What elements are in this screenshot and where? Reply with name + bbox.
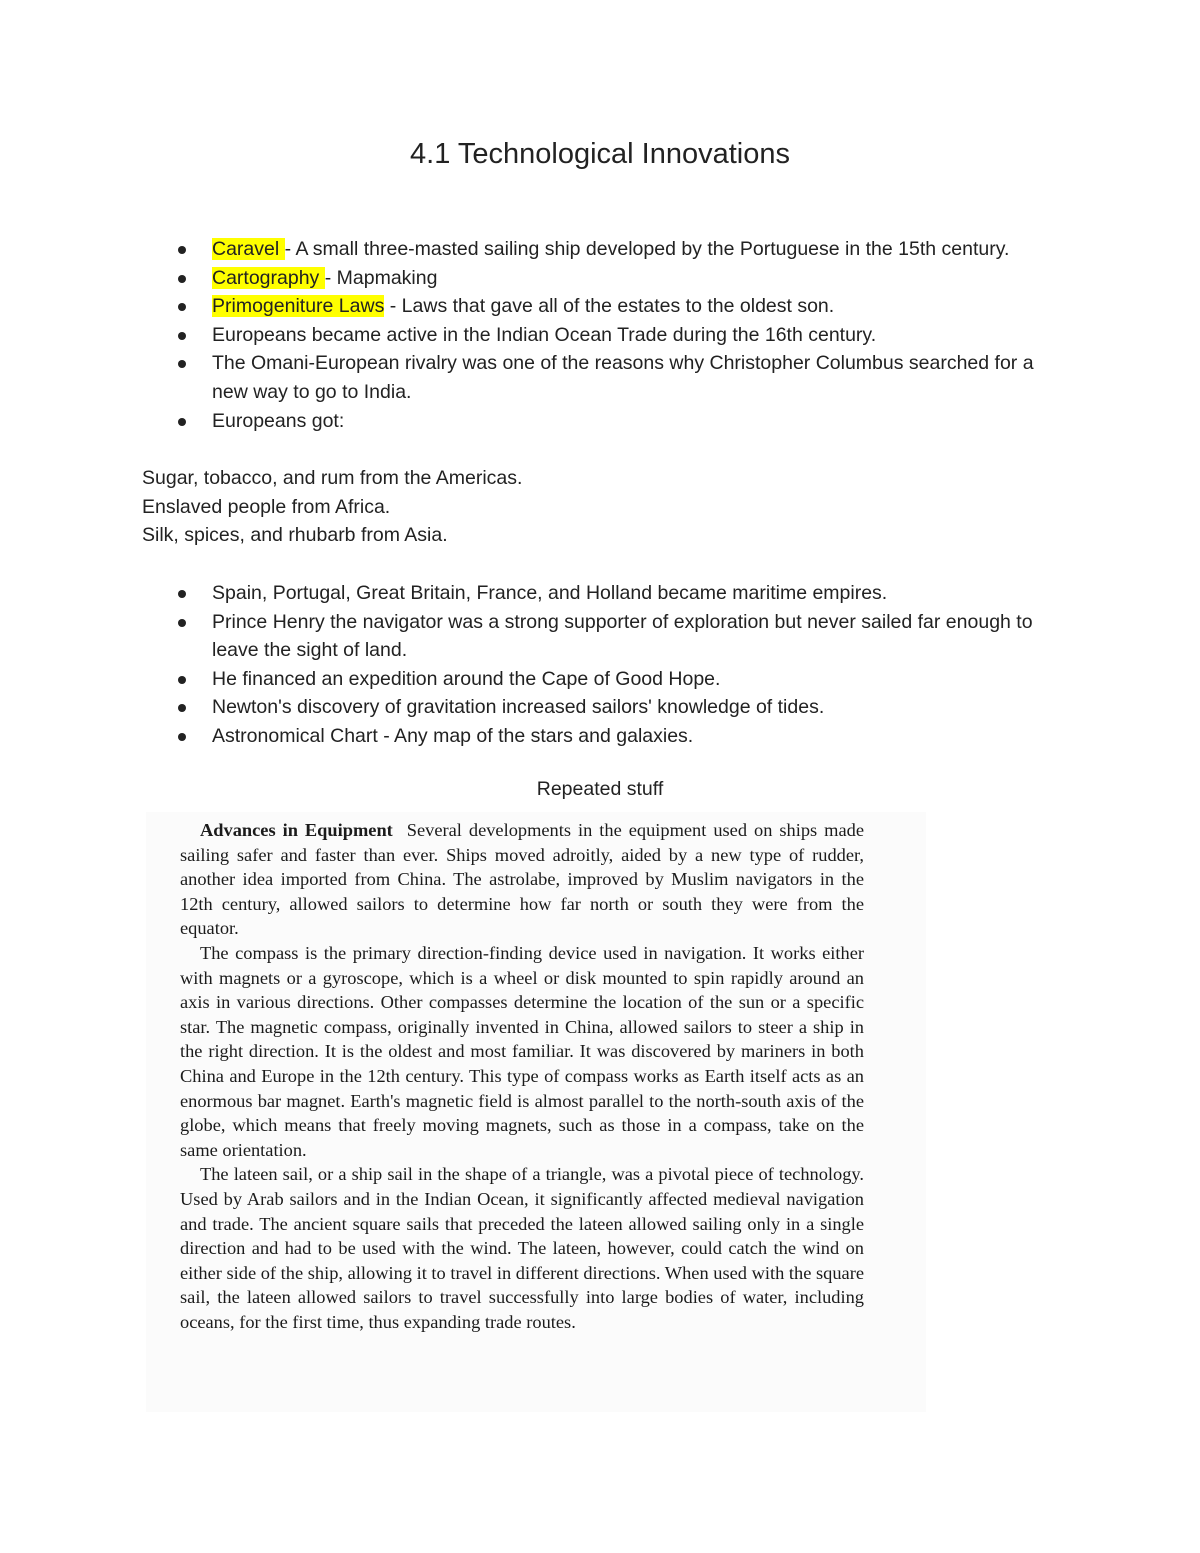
plain-line: Sugar, tobacco, and rum from the Americas.: [142, 467, 523, 489]
bullet-icon: [178, 275, 186, 283]
list-item-text: - Laws that gave all of the estates to the oldest son.: [384, 295, 835, 318]
list-item-text: Newton's discovery of gravitation increased sailors' knowledge of tides.: [212, 696, 825, 719]
list-item: [172, 665, 1042, 694]
list-item-text: Astronomical Chart - Any map of the stars and galaxies.: [212, 724, 694, 747]
list-item: [172, 722, 1042, 751]
scan-paragraph-1-text: Several developments in the equipment used on ships made sailing safer and faster than ever. Ships moved adroitly, aided by a new type of rudder, another idea imported from China. The astrolabe, improved by Muslim navigators in the 12th century, allowed sailors to determine how far north or south they were from the equator.: [180, 820, 864, 939]
bullet-icon: [178, 590, 186, 598]
scan-heading: Advances in Equipment: [200, 820, 393, 840]
scan-paragraph-3: The lateen sail, or a ship sail in the shape of a triangle, was a pivotal piece of technology. Used by Arab sailors and in the Indian Ocean, it significantly affected medieval navigation and trade. The ancient square sails that preceded the lateen allowed sailing only in a single direction and had to be used with the wind. The lateen, however, could catch the wind on either side of the ship, allowing it to travel in different directions. When used with the square sail, the lateen allowed sailors to travel successfully into large bodies of water, including oceans, for the first time, thus expanding trade routes.: [180, 1164, 864, 1332]
bullet-icon: [178, 418, 186, 426]
list-item-text: Spain, Portugal, Great Britain, France, and Holland became maritime empires.: [212, 582, 888, 604]
highlighted-term: Cartography: [212, 266, 325, 289]
scanned-excerpt-text: [180, 818, 864, 1334]
page-title: 4.1 Technological Innovations: [410, 138, 790, 170]
bullet-icon: [178, 246, 186, 254]
list-item: [172, 579, 1042, 608]
bullet-icon: [178, 704, 186, 712]
plain-line: Enslaved people from Africa.: [142, 496, 391, 518]
list-item: [172, 349, 1042, 406]
list-item: [172, 292, 1042, 321]
bullet-icon: [178, 733, 186, 741]
bullet-list-1: [172, 235, 1042, 435]
bullet-list-2: [172, 579, 1042, 751]
bullet-icon: [178, 619, 186, 627]
list-item: [172, 608, 1042, 665]
bullet-icon: [178, 676, 186, 684]
list-item-text: Prince Henry the navigator was a strong supporter of exploration but never sailed far enough to leave the sight of land.: [212, 610, 1033, 662]
list-item-text: - A small three-masted sailing ship developed by the Portuguese in the 15th century.: [284, 238, 1010, 260]
scan-paragraph-1: [180, 818, 864, 941]
list-item-text: Europeans became active in the Indian Ocean Trade during the 16th century.: [212, 323, 877, 346]
list-item: [172, 693, 1042, 722]
highlighted-term: Primogeniture Laws: [212, 295, 385, 318]
list-item-text: The Omani-European rivalry was one of the reasons why Christopher Columbus searched for a new way to go to India.: [212, 352, 1034, 403]
list-item: [172, 235, 1042, 264]
list-item: [172, 407, 1042, 436]
list-item: [172, 321, 1042, 350]
bullet-icon: [178, 303, 186, 311]
plain-line: Silk, spices, and rhubarb from Asia.: [142, 524, 448, 546]
list-item-text: - Mapmaking: [324, 266, 438, 289]
bullet-icon: [178, 332, 186, 340]
bullet-icon: [178, 360, 186, 368]
section-subheading: Repeated stuff: [536, 778, 664, 800]
list-item-text: He financed an expedition around the Cape of Good Hope.: [212, 667, 721, 690]
list-item-text: Europeans got:: [212, 409, 345, 432]
scan-paragraph-2: The compass is the primary direction-finding device used in navigation. It works either with magnets or a gyroscope, which is a wheel or disk mounted to spin rapidly around an axis in various directions. Other compasses determine the location of the sun or a specific star. The magnetic compass, originally invented in China, allowed sailors to steer a ship in the right direction. It is the oldest and most familiar. It was discovered by mariners in both China and Europe in the 12th century. This type of compass works as Earth itself acts as an enormous bar magnet. Earth's magnetic field is almost parallel to the north-south axis of the globe, which means that freely moving magnets, such as those in a compass, take on the same orientation.: [180, 942, 864, 1160]
highlighted-term: Caravel: [212, 238, 285, 260]
list-item: [172, 264, 1042, 293]
